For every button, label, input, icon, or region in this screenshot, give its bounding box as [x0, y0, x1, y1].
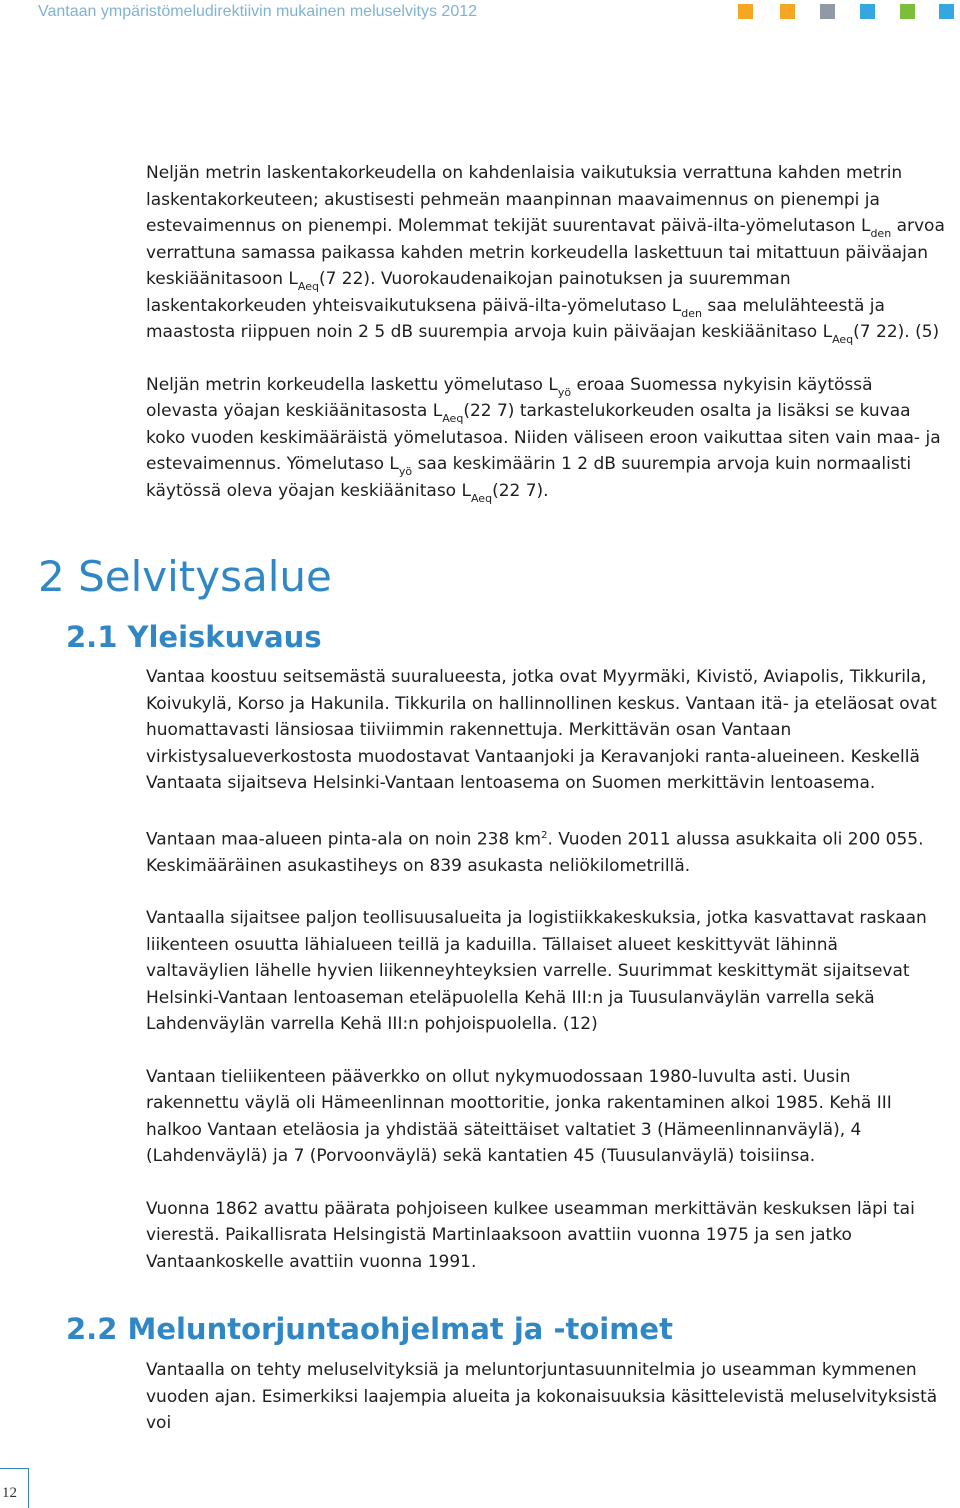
intro-paragraph-1	[146, 160, 946, 346]
text-run: . Vuoden 2011 alussa asukkaita oli 200 055. Keskimääräinen asukastiheys on 839 asukasta neliökilometrillä.	[146, 829, 924, 876]
paragraph: Vuonna 1862 avattu päärata pohjoiseen kulkee useamman merkittävän keskuksen läpi tai vierestä. Paikallisrata Helsingistä Martinlaaksoon avattiin vuonna 1975 ja sen jatko Vantaankoskelle avattiin vuonna 1991.	[146, 1198, 915, 1272]
paragraph: Vantaa koostuu seitsemästä suuralueesta, jotka ovat Myyrmäki, Kivistö, Aviapolis, Tikkurila, Koivukylä, Korso ja Hakunila. Tikkurila on hallinnollinen keskus. Vantaan itä- ja eteläosat ovat huomattavasti länsiosaa tiiviimmin rakennettuja. Merkittävän osan Vantaan virkistysalueverkostosta muodostavat Vantaanjoki ja Keravanjoki ranta-alueineen. Keskellä Vantaata sijaitseva Helsinki-Vantaan lentoasema on Suomen merkittävin lentoasema.	[146, 667, 937, 793]
subscript: yö	[557, 385, 572, 399]
text-run: (7 22). (5)	[853, 322, 940, 342]
text-run: Vantaan maa-alueen pinta-ala on noin 238 km	[146, 829, 542, 850]
text-run: Neljän metrin laskentakorkeudella on kahdenlaisia vaikutuksia verrattuna kahden metrin laskentakorkeuteen; akustisesti pehmeän maanpinnan maavaimennus on pienempi ja estevaimennus on pienempi. Molemmat tekijät suurentavat päivä-ilta-yömelutason L	[146, 163, 903, 236]
paragraph: Vantaalla sijaitsee paljon teollisuusalueita ja logistiikkakeskuksia, jotka kasvattavat raskaan liikenteen osuutta lähialueen teillä ja kaduilla. Tällaiset alueet keskittyvät lähinnä valtaväylien lähelle hyvien liikenneyhteyksien varrelle. Suurimmat keskittymät sijaitsevat Helsinki-Vantaan lentoaseman eteläpuolella Kehä III:n ja Tuusulanväylän varrella sekä Lahdenväylän varrella Kehä III:n pohjoispuolella. (12)	[146, 908, 927, 1035]
text-run: saa keskimäärin 1 2 dB suurempia arvoja kuin normaalisti käytössä oleva yöajan keskiäänitaso L	[146, 454, 912, 501]
section-heading: 2 Selvitysalue	[38, 552, 332, 601]
paragraph: Vantaan tieliikenteen pääverkko on ollut nykymuodossaan 1980-luvulta asti. Uusin rakennettu väylä oli Hämeenlinnan moottoritie, jonka rakentaminen alkoi 1985. Kehä III halkoo Vantaan eteläosia ja yhdistää säteittäiset valtatiet 3 (Hämeenlinnanväylä), 4 (Lahdenväylä) ja 7 (Porvoonväylä) sekä kantatien 45 (Tuusulanväylä) toisiinsa.	[146, 1066, 892, 1167]
color-square	[820, 4, 835, 19]
subscript: yö	[398, 465, 413, 478]
color-square	[900, 4, 915, 19]
subscript: Aeq	[442, 412, 464, 425]
text-run: saa melulähteestä ja maastosta riippuen noin 2 5 dB suurempia arvoja kuin päiväajan keskiäänitaso L	[146, 295, 885, 342]
paragraph: Vantaalla on tehty meluselvityksiä ja meluntorjuntasuunnitelmia jo useamman kymmenen vuoden ajan. Esimerkiksi laajempia alueita ja kokonaisuuksia käsittelevistä meluselvityksistä voi	[146, 1360, 938, 1433]
subscript: den	[870, 227, 892, 240]
subscript: Aeq	[832, 333, 854, 346]
text-run: (7 22). Vuorokaudenaikojan painotuksen ja suuremman laskentakorkeuden yhteisvaikutuksena päivä-ilta-yömelutaso L	[146, 269, 791, 316]
color-square	[860, 4, 875, 19]
section-2-1-text	[146, 664, 946, 1301]
text-run: Neljän metrin korkeudella laskettu yömelutaso L	[146, 374, 558, 395]
superscript: 2	[541, 829, 548, 841]
intro-text	[146, 160, 946, 530]
subsection-heading-2-2: 2.2 Meluntorjuntaohjelmat ja -toimet	[66, 1312, 673, 1346]
color-square	[939, 4, 954, 19]
page-number: 12	[2, 1485, 17, 1501]
text-run: (22 7) tarkastelukorkeuden osalta ja lisäksi se kuvaa koko vuoden keskimääräistä yömelutasoa. Niiden väliseen eroon vaikuttaa siten vain maa- ja estevaimennus. Yömelutaso L	[146, 401, 941, 474]
subscript: den	[681, 306, 702, 320]
text-run: (22 7).	[492, 480, 549, 501]
subsection-heading-2-1: 2.1 Yleiskuvaus	[66, 620, 322, 654]
color-square	[738, 4, 753, 19]
header-title: Vantaan ympäristömeludirektiivin mukainen meluselvitys 2012	[38, 3, 478, 20]
color-square	[780, 4, 795, 19]
subscript: Aeq	[297, 280, 319, 293]
text-run: eroaa Suomessa nykyisin käytössä olevasta yöajan keskiäänitasosta L	[146, 374, 873, 421]
intro-paragraph-2	[146, 372, 946, 505]
subscript: Aeq	[470, 491, 493, 505]
paragraph	[146, 823, 946, 880]
text-run: arvoa verrattuna samassa paikassa kahden metrin korkeudella laskettuun tai mitattuun päiväajan keskiäänitasoon L	[146, 216, 945, 289]
section-2-2-text	[146, 1357, 946, 1437]
